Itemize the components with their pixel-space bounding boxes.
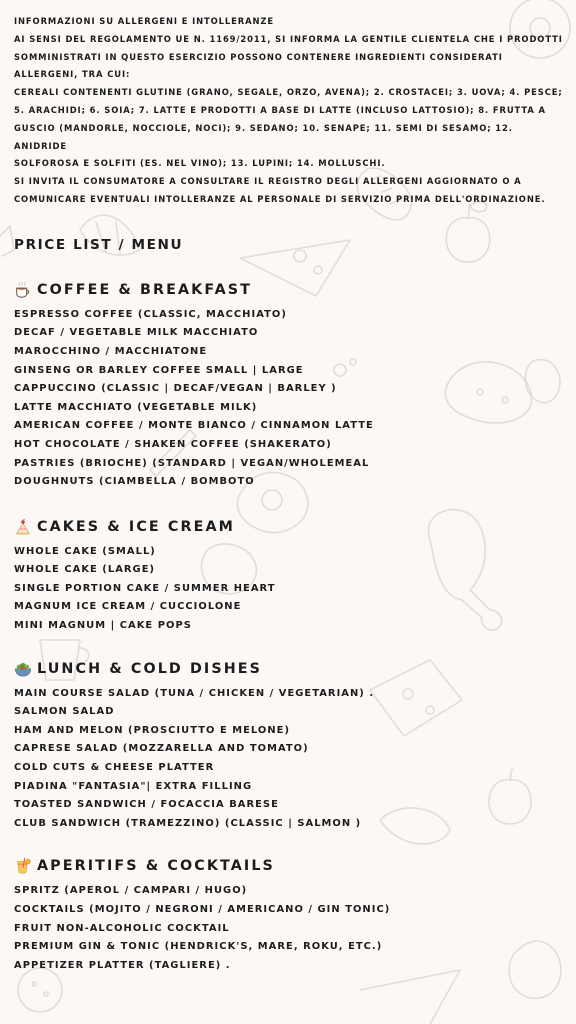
menu-item: DECAF / VEGETABLE MILK MACCHIATO xyxy=(14,327,259,339)
menu-section-aperitifs-cocktails xyxy=(14,856,566,975)
section-title: COFFEE & BREAKFAST xyxy=(37,281,252,298)
menu-item: FRUIT NON-ALCOHOLIC COCKTAIL xyxy=(14,922,230,934)
allergen-text-line: GUSCIO (MANDORLE, NOCCIOLE, NOCI); 9. SEDANO; 10. SENAPE; 11. SEMI DI SESAMO; 12. ANIDRIDE xyxy=(14,122,513,151)
menu-item: SALMON SALAD xyxy=(14,706,115,718)
menu-item: SPRITZ (APEROL / CAMPARI / HUGO) xyxy=(14,885,248,897)
allergen-notice xyxy=(14,0,566,209)
menu-item: DOUGHNUTS (CIAMBELLA / BOMBOTO xyxy=(14,476,255,488)
allergen-text-line: ALLERGENI, TRA CUI: xyxy=(14,69,131,80)
menu-item: CAPPUCCINO (CLASSIC | DECAF/VEGAN | BARLEY ) xyxy=(14,383,337,395)
allergen-text-line: SOLFOROSA E SOLFITI (ES. NEL VINO); 13. LUPINI; 14. MOLLUSCHI. xyxy=(14,158,386,169)
allergen-heading: INFORMAZIONI SU ALLERGENI E INTOLLERANZE xyxy=(14,16,275,26)
menu-item-list xyxy=(14,685,566,834)
menu-item: TOASTED SANDWICH / FOCACCIA BARESE xyxy=(14,799,279,811)
allergen-text-line: SOMMINISTRATI IN QUESTO ESERCIZIO POSSONO CONTENERE INGREDIENTI CONSIDERATI xyxy=(14,51,503,62)
menu-item: MAROCCHINO / MACCHIATONE xyxy=(14,345,208,357)
menu-section-coffee-breakfast xyxy=(14,280,566,492)
menu-item: HAM AND MELON (PROSCIUTTO E MELONE) xyxy=(14,724,291,736)
section-header xyxy=(14,856,566,876)
menu-item-list xyxy=(14,306,566,492)
cocktail-icon xyxy=(14,857,32,875)
menu-item-list xyxy=(14,882,566,975)
menu-item-list xyxy=(14,543,566,636)
price-list-title: PRICE LIST / MENU xyxy=(14,236,184,253)
menu-item: PREMIUM GIN & TONIC (HENDRICK'S, MARE, ROKU, ETC.) xyxy=(14,941,383,953)
section-header xyxy=(14,280,566,300)
menu-item: COCKTAILS (MOJITO / NEGRONI / AMERICANO / GIN TONIC) xyxy=(14,904,391,916)
menu-item: PASTRIES (BRIOCHE) (STANDARD | VEGAN/WHOLEMEAL xyxy=(14,457,370,469)
menu-item: AMERICAN COFFEE / MONTE BIANCO / CINNAMON LATTE xyxy=(14,420,374,432)
pizza-doodle-icon xyxy=(360,970,460,1024)
menu-item: GINSENG OR BARLEY COFFEE SMALL | LARGE xyxy=(14,364,304,376)
menu-item: CAPRESE SALAD (MOZZARELLA AND TOMATO) xyxy=(14,743,309,755)
menu-item: PIADINA "FANTASIA"| EXTRA FILLING xyxy=(14,780,253,792)
menu-item: CLUB SANDWICH (TRAMEZZINO) (CLASSIC | SALMON ) xyxy=(14,817,362,829)
allergen-text-line: CEREALI CONTENENTI GLUTINE (GRANO, SEGALE, ORZO, AVENA); 2. CROSTACEI; 3. UOVA; 4. PESCE; xyxy=(14,87,563,98)
menu-item: COLD CUTS & CHEESE PLATTER xyxy=(14,762,215,774)
allergen-text-line: SI INVITA IL CONSUMATORE A CONSULTARE IL REGISTRO DEGLI ALLERGENI AGGIORNATO O A xyxy=(14,176,522,187)
section-title: APERITIFS & COCKTAILS xyxy=(37,858,275,875)
coffee-icon xyxy=(14,281,32,299)
menu-item: WHOLE CAKE (LARGE) xyxy=(14,564,156,576)
menu-item: HOT CHOCOLATE / SHAKEN COFFEE (SHAKERATO) xyxy=(14,438,332,450)
cake-icon xyxy=(14,518,32,536)
allergen-text-line: COMUNICARE EVENTUALI INTOLLERANZE AL PERSONALE DI SERVIZIO PRIMA DELL'ORDINAZIONE. xyxy=(14,193,546,204)
menu-item: ESPRESSO COFFEE (CLASSIC, MACCHIATO) xyxy=(14,308,287,320)
section-title: CAKES & ICE CREAM xyxy=(37,518,235,535)
salad-icon xyxy=(14,660,32,678)
menu-item: WHOLE CAKE (SMALL) xyxy=(14,545,156,557)
allergen-text-line: AI SENSI DEL REGOLAMENTO UE N. 1169/2011, SI INFORMA LA GENTILE CLIENTELA CHE I PRODOTTI xyxy=(14,33,563,44)
allergen-text-line: 5. ARACHIDI; 6. SOIA; 7. LATTE E PRODOTTI A BASE DI LATTE (INCLUSO LATTOSIO); 8. FRUTTA A xyxy=(14,104,546,115)
menu-item: MINI MAGNUM | CAKE POPS xyxy=(14,620,192,632)
menu-section-cakes-ice-cream xyxy=(14,517,566,636)
section-header xyxy=(14,517,566,537)
menu-item: MAIN COURSE SALAD (TUNA / CHICKEN / VEGETARIAN) . xyxy=(14,687,375,699)
menu-item: LATTE MACCHIATO (VEGETABLE MILK) xyxy=(14,401,258,413)
menu-item: APPETIZER PLATTER (TAGLIERE) . xyxy=(14,959,231,971)
menu-section-lunch-cold-dishes xyxy=(14,659,566,834)
menu-item: MAGNUM ICE CREAM / CUCCIOLONE xyxy=(14,601,242,613)
section-header xyxy=(14,659,566,679)
section-title: LUNCH & COLD DISHES xyxy=(37,660,263,677)
menu-item: SINGLE PORTION CAKE / SUMMER HEART xyxy=(14,582,276,594)
